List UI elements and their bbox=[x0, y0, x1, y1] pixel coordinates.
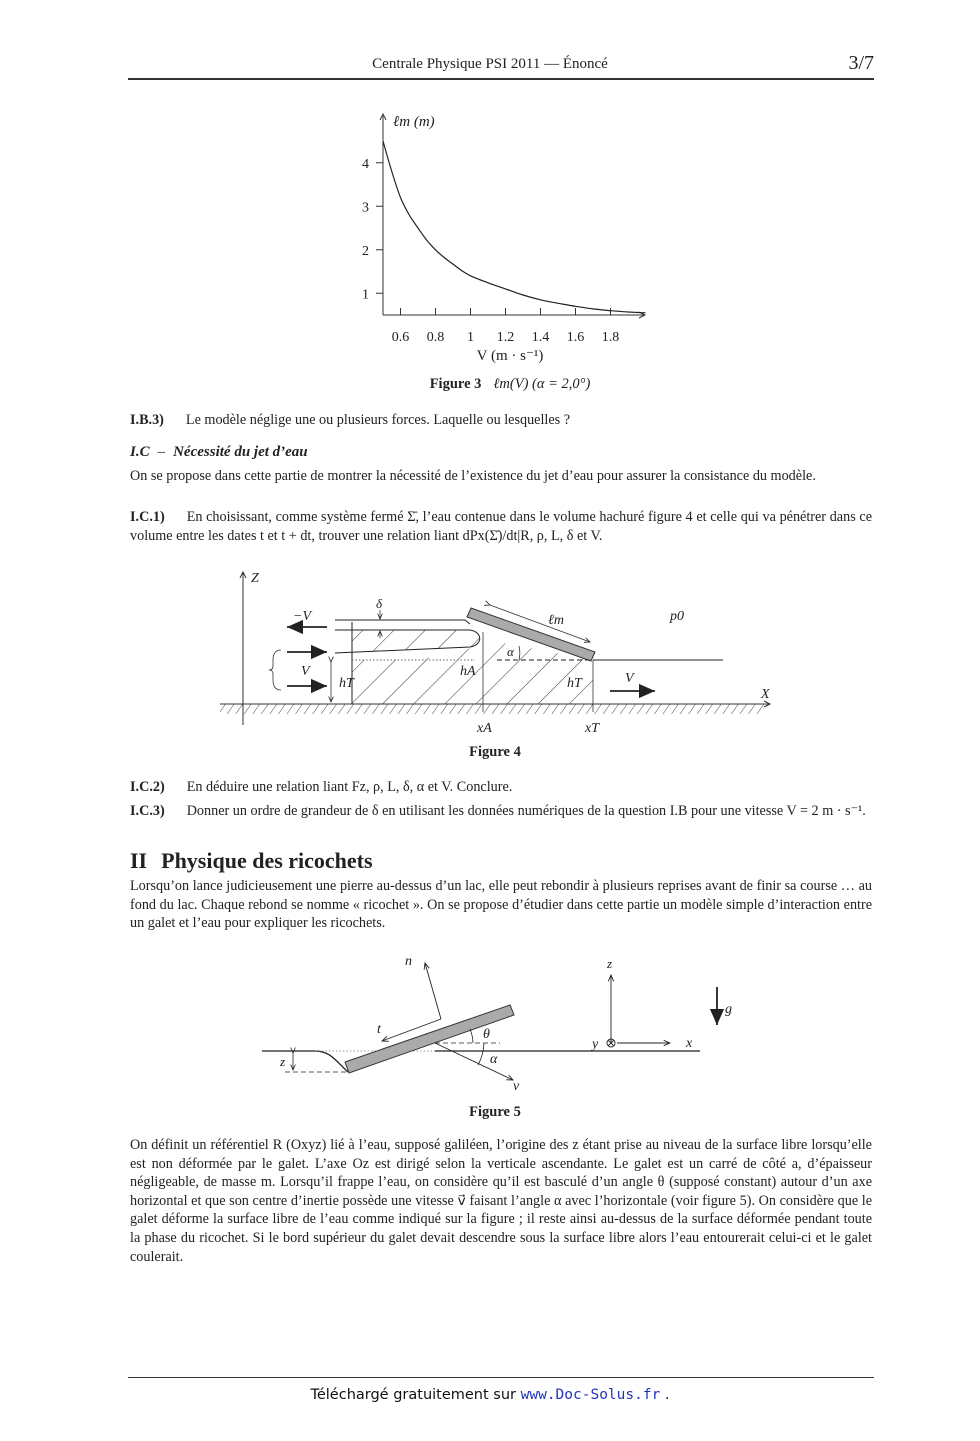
x-tick-label: 1.2 bbox=[496, 330, 515, 345]
page-header-title: Centrale Physique PSI 2011 — Énoncé bbox=[372, 56, 608, 72]
paragraph-referentiel: On définit un référentiel R (Oxyz) lié à l’eau, supposé galiléen, l’origine des z étant prise au niveau de la surface libre lorsqu’elle est non déformée par le galet. L’axe Oz est dirigé selon la verticale ascendante. Le galet est un carré de côté a, d’épaisseur négligeable, de masse m. Lorsqu’il frappe l’eau, on considère qu’il est basculé d’un angle θ (supposé constant) autour d’un axe horizontal et que son centre d’inertie possède une vitesse v⃗ faisant l’angle α avec l’horizontale (voir figure 5). On considère que le galet déforme la surface libre de l’eau comme indiqué sur la figure ; il reste ainsi au-dessus de la surface déformée pendant toute la phase du ricochet. Si le bord supérieur du galet devait descendre sous la surface libre alors l’eau entourerait celui-ci et le galet coulerait. bbox=[130, 1137, 872, 1265]
section-ic-heading bbox=[130, 444, 308, 461]
question-label: I.C.1) bbox=[130, 509, 165, 525]
x-axis-label: X bbox=[761, 687, 770, 702]
figure-3-caption bbox=[340, 376, 680, 393]
section-ii-intro: Lorsqu’on lance judicieusement une pierre au-dessus d’un lac, elle peut rebondir à plusieurs reprises avant de finir sa course … au fond du lac. Chaque rebond se nomme « ricochet ». On se propose d’étudier dans cette partie un modèle simple d’interaction entre un galet et l’eau pour expliquer les ricochets. bbox=[130, 878, 872, 932]
section-dash: – bbox=[157, 444, 166, 460]
ha-label: hA bbox=[460, 664, 476, 679]
ht-right-label: hT bbox=[567, 676, 582, 691]
figure-5-label: Figure 5 bbox=[469, 1104, 521, 1120]
y-tick-label: 4 bbox=[362, 156, 369, 172]
footer-rule bbox=[128, 1377, 874, 1378]
section-number: I.C bbox=[130, 444, 150, 460]
t-label: t⃗ bbox=[377, 1022, 392, 1037]
question-label: I.C.3) bbox=[130, 803, 165, 819]
n-label: n⃗ bbox=[405, 954, 423, 969]
ht-left-label: hT bbox=[339, 676, 354, 691]
x-tick-label: 1.8 bbox=[601, 330, 620, 345]
section-ii-heading bbox=[130, 848, 373, 874]
figure-3-chart bbox=[340, 100, 680, 400]
figure-3-title: ℓm(V) (α = 2,0°) bbox=[493, 376, 591, 392]
alpha-arc bbox=[478, 1043, 484, 1065]
delta-label: δ bbox=[376, 596, 383, 611]
lm-label: ℓm bbox=[548, 613, 564, 628]
footer-suffix: . bbox=[660, 1387, 670, 1403]
question-label: I.C.2) bbox=[130, 779, 165, 795]
jet-top bbox=[335, 620, 470, 624]
x-tick-label: 1.4 bbox=[531, 330, 550, 345]
alpha-label: α bbox=[507, 644, 514, 659]
question-text: Donner un ordre de grandeur de δ en utilisant les données numériques de la question I.B pour une vitesse V = 2 m · s⁻¹. bbox=[186, 803, 866, 819]
y-tick-label: 2 bbox=[362, 243, 369, 259]
figure-5-diagram bbox=[255, 945, 755, 1095]
question-ic2 bbox=[130, 778, 872, 797]
question-ic1 bbox=[130, 508, 872, 545]
p0-label: p0 bbox=[670, 609, 684, 624]
figure-4-caption bbox=[430, 744, 560, 761]
xa-label: xA bbox=[477, 721, 492, 736]
footer-text: Téléchargé gratuitement sur bbox=[310, 1387, 517, 1403]
deformed-surface bbox=[262, 1051, 348, 1072]
theta-label: θ bbox=[483, 1027, 490, 1042]
x-tick-label: 0.8 bbox=[426, 330, 445, 345]
section-number: II bbox=[130, 848, 148, 873]
brace bbox=[269, 650, 281, 690]
question-label: I.B.3) bbox=[130, 412, 164, 428]
y-tick-label: 3 bbox=[362, 200, 369, 216]
series-line-lm bbox=[383, 141, 646, 313]
z-depth-label: z bbox=[280, 1054, 286, 1069]
header-rule bbox=[128, 78, 874, 80]
g-label: g⃗ bbox=[725, 1002, 743, 1017]
y-tick-label: 1 bbox=[362, 287, 369, 303]
n-vector bbox=[425, 963, 441, 1019]
z-axis-label: Z bbox=[251, 571, 259, 586]
figure-3-label: Figure 3 bbox=[429, 376, 482, 392]
section-title: Nécessité du jet d’eau bbox=[173, 444, 308, 460]
figure-4-label: Figure 4 bbox=[469, 744, 521, 760]
question-text: En déduire une relation liant Fz, ρ, L, δ, α et V. Conclure. bbox=[186, 779, 513, 795]
figure-5-caption bbox=[430, 1104, 560, 1121]
x-tick-label: 1 bbox=[467, 330, 474, 345]
v-label: v⃗ bbox=[513, 1079, 531, 1094]
question-ic3 bbox=[130, 802, 872, 821]
question-text: En choisissant, comme système fermé Σ̄, l’eau contenue dans le volume hachuré figure 4 et celle qui va pénétrer dans ce volume entre les dates t et t + dt, trouver une relation liant dPx(Σ̄)/dt|R, ρ, L, δ et V. bbox=[130, 509, 872, 544]
x-tick-label: 1.6 bbox=[566, 330, 585, 345]
x-axis-label: V (m · s⁻¹) bbox=[476, 348, 544, 364]
question-ib3 bbox=[130, 411, 872, 430]
z-axis-label: z bbox=[607, 956, 613, 971]
footer-link[interactable]: www.Doc-Solus.fr bbox=[520, 1387, 661, 1403]
ground-hatching bbox=[220, 704, 765, 714]
y-axis-label: y bbox=[592, 1037, 599, 1052]
question-text: Le modèle néglige une ou plusieurs forces. Laquelle ou lesquelles ? bbox=[185, 412, 571, 428]
v-out-label: V⃗ bbox=[625, 671, 645, 686]
xt-label: xT bbox=[585, 721, 599, 736]
x-tick-label: 0.6 bbox=[391, 330, 410, 345]
figure-4-diagram bbox=[215, 560, 785, 760]
section-ic-intro: On se propose dans cette partie de montrer la nécessité de l’existence du jet d’eau pour assurer la consistance du modèle. bbox=[130, 468, 816, 484]
section-title: Physique des ricochets bbox=[161, 848, 373, 873]
v-vector bbox=[435, 1043, 513, 1080]
chart-axes bbox=[380, 114, 645, 318]
footer bbox=[0, 1387, 980, 1403]
minus-v-label: −V⃗ bbox=[293, 609, 322, 624]
y-axis-label: ℓm (m) bbox=[393, 114, 435, 130]
theta-arc bbox=[470, 1029, 473, 1043]
v-in-label: V⃗ bbox=[301, 664, 321, 679]
alpha-label: α bbox=[490, 1052, 498, 1067]
page-number: 3/7 bbox=[848, 52, 874, 74]
x-axis-label: x bbox=[686, 1036, 693, 1051]
